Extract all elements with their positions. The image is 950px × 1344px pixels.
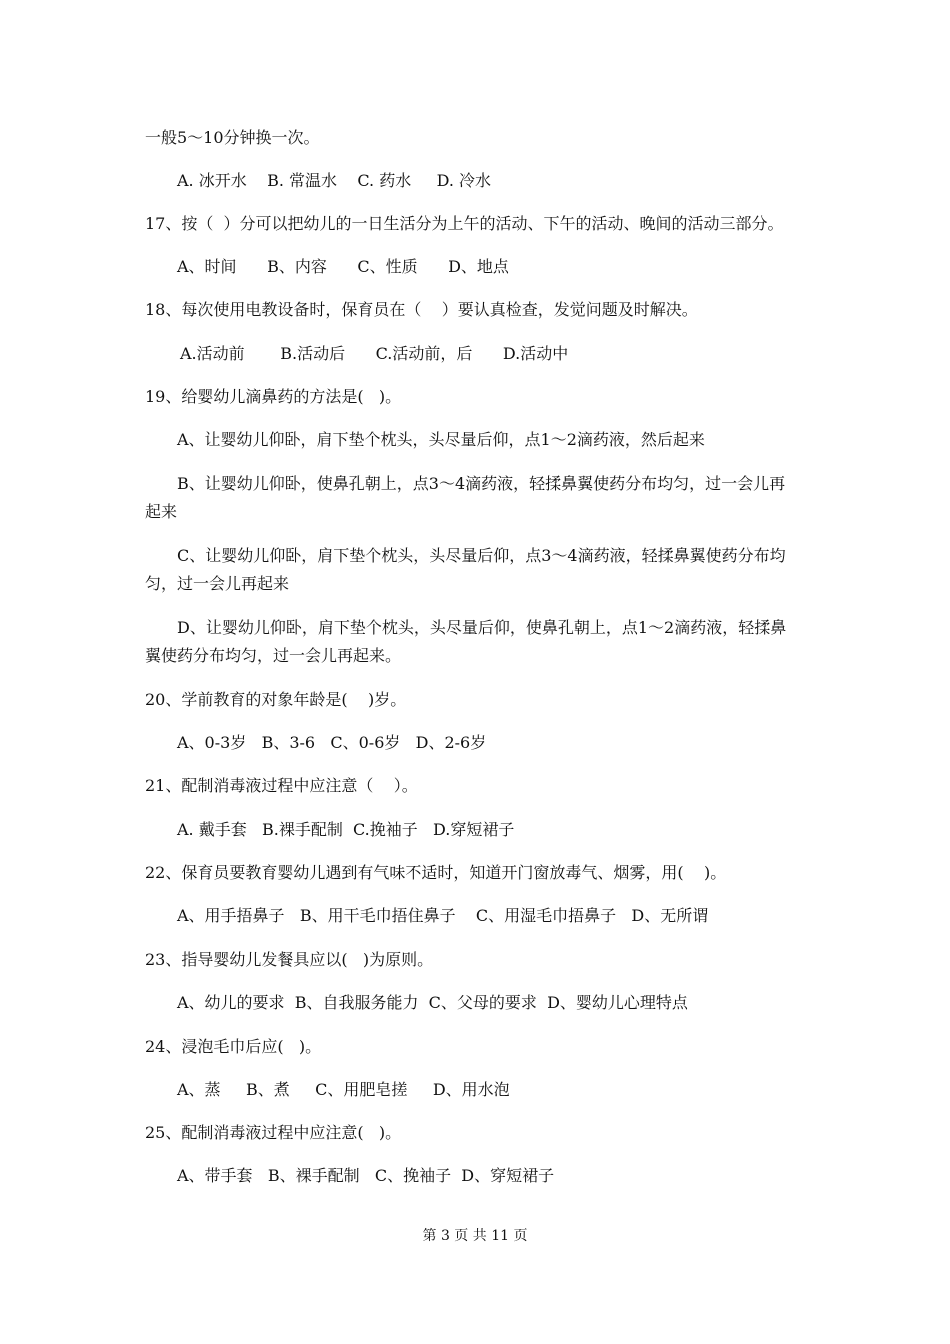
q19-option-b-cont: 起来 — [145, 502, 178, 521]
q22-options: A、用手捂鼻子 B、用干毛巾捂住鼻子 C、用湿毛巾捂鼻子 D、无所谓 — [177, 906, 709, 925]
q25-options: A、带手套 B、裸手配制 C、挽袖子 D、穿短裙子 — [177, 1166, 555, 1185]
q18-options: A.活动前 B.活动后 C.活动前，后 D.活动中 — [180, 344, 569, 363]
q19-stem: 19、给婴幼儿滴鼻药的方法是( )。 — [145, 387, 402, 406]
q23-options: A、幼儿的要求 B、自我服务能力 C、父母的要求 D、婴幼儿心理特点 — [177, 993, 688, 1012]
q23-stem: 23、指导婴幼儿发餐具应以( )为原则。 — [145, 950, 434, 969]
q25-stem: 25、配制消毒液过程中应注意( )。 — [145, 1123, 402, 1142]
q16-options: A. 冰开水 B. 常温水 C. 药水 D. 冷水 — [177, 171, 492, 190]
q22-stem: 22、保育员要教育婴幼儿遇到有气味不适时，知道开门窗放毒气、烟雾，用( )。 — [145, 863, 727, 882]
page-footer: 第 3 页 共 11 页 — [422, 1228, 528, 1244]
q20-stem: 20、学前教育的对象年龄是( )岁。 — [145, 690, 407, 709]
q19-option-d-cont: 翼使药分布均匀，过一会儿再起来。 — [145, 646, 402, 665]
q24-options: A、蒸 B、煮 C、用肥皂搓 D、用水泡 — [177, 1080, 510, 1099]
q19-option-c-cont: 匀，过一会儿再起来 — [145, 574, 290, 593]
q24-stem: 24、浸泡毛巾后应( )。 — [145, 1037, 322, 1056]
q19-option-b: B、让婴幼儿仰卧，使鼻孔朝上，点3～4滴药液，轻揉鼻翼使药分布均匀，过一会儿再 — [177, 474, 786, 493]
q16-continuation: 一般5～10分钟换一次。 — [145, 128, 320, 147]
q21-options: A. 戴手套 B.裸手配制 C.挽袖子 D.穿短裙子 — [177, 820, 515, 839]
q21-stem: 21、配制消毒液过程中应注意（ ）。 — [145, 776, 418, 795]
q18-stem: 18、每次使用电教设备时，保育员在（ ）要认真检查，发觉问题及时解决。 — [145, 300, 698, 319]
q17-options: A、时间 B、内容 C、性质 D、地点 — [177, 257, 509, 276]
q19-option-d: D、让婴幼儿仰卧，肩下垫个枕头，头尽量后仰，使鼻孔朝上，点1～2滴药液，轻揉鼻 — [177, 618, 787, 637]
q20-options: A、0-3岁 B、3-6 C、0-6岁 D、2-6岁 — [177, 733, 487, 752]
q19-option-c: C、让婴幼儿仰卧，肩下垫个枕头，头尽量后仰，点3～4滴药液，轻揉鼻翼使药分布均 — [177, 546, 786, 565]
q19-option-a: A、让婴幼儿仰卧，肩下垫个枕头，头尽量后仰，点1～2滴药液，然后起来 — [177, 430, 705, 449]
q17-stem: 17、按（ ）分可以把幼儿的一日生活分为上午的活动、下午的活动、晚间的活动三部分。 — [145, 214, 784, 233]
